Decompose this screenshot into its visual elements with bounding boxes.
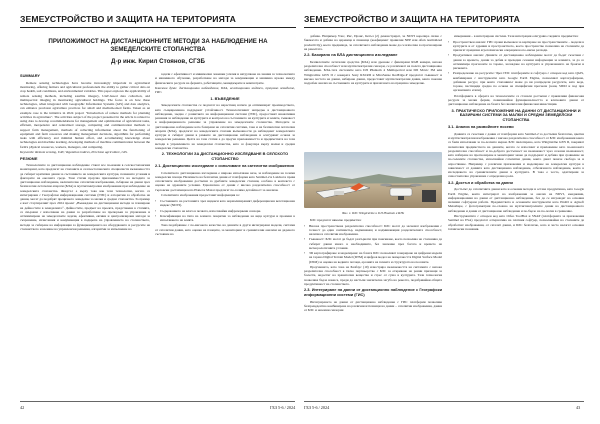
list-item: • Висока пространствена разделителна способност: БЛС могат да заснемат изображения с точност до един сантиметър, надминаващ и надминаващия разделителната способност, налична в сателитни изображения. [304,224,442,237]
uav-photo-illustration [304,152,442,208]
satellite-text-continued: Това подобряване с по-високото качество на данните в други интегрирани модели, системи от сателитни данни, като оценка на площите, за мониторинг и сравнителни анализи на даденото състояние на [155,223,295,236]
list-item: • Съдържанието на влага в почвата, използвайки инфрачервени сензори. [155,209,295,213]
satellite-info-list [155,199,295,222]
equipment-case-icon [422,190,436,202]
uav-advantages-list [304,224,442,264]
technologies-heading: 2. ТЕХНОЛОГИИ ЗА ДИСТАНЦИОННО ИЗСЛЕДВАНЕ В СЕЛСКОТО СТОПАНСТВО [161,151,289,162]
right-column-1-top [304,34,442,150]
footer-rule-left [20,401,295,402]
gis-continued-text: измервания – в интегрирана система. Тези интеграция осигурява следните предимства: [454,34,579,38]
running-header-left [20,14,296,32]
right-column-2 [448,34,584,398]
running-header-right [304,14,584,32]
uav-heading: 2.2. Базирано на БЛА дистанционно изследване [304,52,398,58]
page-number-right: 43 [576,405,581,410]
journal-section-title: ЗЕМЕУСТРОЙСТВО И ЗАЩИТА НА ТЕРИТОРИЯТА [20,14,236,24]
right-page [300,0,600,424]
rezume-heading: РЕЗЮМЕ [20,155,38,161]
gis-intro-text: Интегрирането на данни от дистанционно наблюдение с ГИС платформи позволява безпрецедентно комбиниране на различни източници на данни – сателитни изображения, данни от БЛС и наземни сензорни [304,299,442,313]
satellite-subheading: 2.1. Дистанционно изследване с използване на сателитни изображения [155,163,294,169]
issue-label-left: ГБЗ 5-6 / 2024 [270,405,296,410]
summary-heading: SUMMARY [20,73,40,79]
satellite-info-lead: Сателитните изображения предоставят информация за: [161,193,240,198]
uav-figure [304,152,442,208]
data-access-subheading: 3.2. Достъп и обработка на данни [448,179,513,185]
issue-label-right: ГБЗ 5-6 / 2024 [304,405,330,410]
list-item: • Класификация на типа на земното покритие за наблюдение на вида култури и промени в използването на земята. [155,214,295,223]
page-number-left: 42 [20,405,25,410]
header-rule [304,27,584,28]
header-rule [20,27,296,28]
gis-platforms-text: Платформите в сферата на технологиите са станали достъпни с приемливи финансови ресурси за малки ферми, повишавайки функционалността и ключовите данни от дистанционно наблюдение на базата без значителни финансови инвестиции. [448,93,584,107]
figure-caption: Фиг. 1. БЛС WingtraOne и DJI Phantom 4 RTK [342,211,404,215]
list-item: • Пространствен анализ: ГИС прави възможен за картиране на пространствените – модели в културите и от здравни и пространството, което пространство позволява на стопаните да прилагат прецизни агротехнически операции на по-ниска разходи. [448,40,584,53]
uav-advantages-lead: БЛС предлагат няколко предимства: [310,218,362,222]
list-item: • 3D картографиране и моделиране: на базата БЛС позволяват генериране на цифрови модели на терена Digital Terrain Model (DTM) и цифров модел на повърхността Digital Surface Model (DSM) за оценка на водните потоци, ерозията на почвата и структурата на посевите. [304,251,442,264]
summary-keywords: Keywords: Remote sensing, UAV, Vegetation indices, Precision agriculture, GIS. [20,150,128,155]
list-item: • Разпределение на ресурсите: Чрез ГИС платформите и софтуера с отворен код като QGIS, комбинирани с инструменти като Google Earth Engine, позволяват картографиране, добиване ресурс, при които стопанинът може да ви разпредели ресурсите, като вода, торове, пестициди средно по основа на специфични прогнози (зони, SIDO и под при органичните етапи). [448,71,584,92]
right-column-1-bottom [304,218,442,398]
rezume-continued: задачи с ефективност и минимални човешки усилия и натрупване на знания за технологиите и машинното обучение, разработване на методи за комуникация и машинна връзка между физическите ресурси на фермата, работниците, мениджърите и компютрите. [155,72,295,85]
footer-rule-right [304,401,584,402]
open-source-tools-text: Инструментите с отворен код като Orfeo ToolBox и SNAP (платформата за приложения Sentinel на ESA) предлагат алтернатива на платния софтуер, позволявайки на стопаните да обработват изображения, от сателит данни, и БЛС безплатно, като и често налагат основни технически познания. [448,214,584,231]
gis-heading: 2.3. Интегриране на данни от дистанционно наблюдение с Географски информационни системи (ГИС) [304,287,442,298]
uav-study-text: Проучването, като това на Баабаус (10) илюстрира възможността на системите с висока разделителна способност в тясно партньорство с БЛС за откриване на ранни признаци за болести, недостиг на хранителни вещества и стрес от суша в културите. Тази технология позволява бърза намеса, преди да настъпи значителна загуба на реколта, подобрявайки общата продуктивност на стопанството. [304,264,442,286]
gis-advantages-list [448,40,584,93]
ndvi-yield-text: добива. Например Улас, Рис, Праис, Кетъл (2) демонстрират, че NDVI корелира силно с биомасата и добива на царевица и пшеница (коефициент правилни NPP или often normalized productivity), което предвижда, че сателитното наблюдение може да се използва за прогнозиране на реколтата. [304,34,442,51]
intro-text: Земеделските стопанства се подлагат на нарастващ натиск да оптимизират производството, като същевременно поддържат устойчивост. Технологичният напредък в дистанционното наблюдение, заедно с развитието на информационни системи (ГИС), предоставят иновативни решения за наблюдение на културите и контрола на състоянието на културите и земите, гъвкавост в информационното решение за управление на земеделските стопанства. Методите за дистанционно наблюдение като базирани на сателитни системи, така и на безпилотни летателни апарати (БЛА), предлагат на земеделските стопани възможности да наблюдават земеделските култури и събират данни в рамките на дистанционно наблюдение и осигуряват основа за земеделски решения. Целта на тази статия е да проучи приложимостта и предимствата на тези методи в управлението на земеделски стопанства, като се фокусира върху малки и средни земеделски стопанства. [155,103,295,150]
data-access-text: Достъпът до сателитните данни като и основни методи и остава продуктивно, като Google Earth Engine, които интегрират на изображения за анализ на NDVI, ежедневни, информационния на данни от дистанционно наблюдение, без да се изграждат на основни значими софтуерни работи. Предимствата и основните инструменти като Pix4D и Agisoft Metashape, с фотограметрия по-сложно на мултиспектралните данни на дистанционното наблюдение и данни от дистанционно наблюдение и по-бързо на по-лесни в сравнение. [448,187,584,213]
left-column-1 [20,72,150,397]
paper-title-line-1: ПРИЛОЖИМОСТ НА ДИСТАНЦИОННИТЕ МЕТОДИ ЗА НАБЛЮДЕНИЕ НА [48,38,268,45]
summary-text: Remote sensing technologies have become increasingly important in agricultural monitoring, offering farmers and agricultural professionals the ability to gather critical data on crop health, soil conditions, and environmental variables. This paper explores the applicability of remote sensing methods, including satellite imagery, UAV-based data collection, and multispectral imaging in monitoring agricultural holdings. The focus is on how these technologies, when integrated with Geographic Information Systems (GIS) and data analytics, can enhance precision agriculture practices for small and medium-sized farms. Taken as an example case is the initiative in 2024 project "Introduction of remote methods for planning activities in agriculture". The activities subject of the project presented in the article is related to using data to develop recommendations for management and optimization of agricultural tasks, efficient, inexpensive and centralized storage, computing and communication methods to support farm management, methods of collecting information about the functioning of equipment and farm resources and making management decisions, algorithms for performing tasks with efficiency and minimal human effort, and accumulating knowledge about technologies and machine learning, developing methods of machine communication between the farm's physical resources, workers, managers, and computing. [20,80,150,149]
intro-heading: 1. ВЪВЕДЕНИЕ [210,95,240,101]
practical-heading: 3. ПРАКТИЧЕСКО ПРИЛОЖЕНИЕ НА ДАННИ ОТ ДИСТАНЦИОННИ И БАЗИРАНИ СИСТЕМИ ЗА МАЛКИ И СРЕДНИ ЗЕМЕДЕЛСКИ СТОПАНСТВА [451,107,581,123]
list-item: • Продуктивен анализ: Данните от дистанционно наблюдение могат да бъдат съчетани с данни за времето, данни за добив и преходни сезонни информация за климата, за да се оптимизира прогнозите за торене, засаждане на културата и управлението на броячи и рисковете. [448,53,584,70]
rezume-text: Технологиите за дистанционно наблюдение стават все по-важни в селскостопанския мониторинг, като предлагат на стопаните и селскостопанските специалисти възможността да събират критични данни за състоянието на земеделските култури, почвените условия и факторите на околната среда. Тази статия проучва приложимостта на методите за дистанционно наблюдение, включително сателитни изображения, събиране на данни чрез безпилотни летателни апарати (БЛА) и мултиспектрални изображения при наблюдение на земеделските стопанства. Фокусът е върху това как тези технологии, когато са интегрирани с Географски информационни системи (ГИС) и алгоритми за обработка на данни, могат да подобрят прецизното земеделие за малки и средни стопанства. За пример е взет стартиралият през 2024 проект „Въвеждане на дистанционни методи за планиране на дейностите в земеделието“. Дейностите, предмет на проекта, представени в статията, са свързани с използване на данни за разработване на препоръки за управление и оптимизиране на земеделските задачи, ефективни, евтини и централизирани методи за съхранение, изчисления и комуникация в подкрепа на управлението на стопанството, методи за събиране на информация за функционирането на оборудването и ресурсите на стопанството и вземане на управленски решения, алгоритми за изпълнение на [20,163,150,231]
bg-keywords: Ключови думи: дистанционно наблюдение, БЛА, вегетационни индекси, прецизно земеделие, ГИС. [155,86,295,95]
paper-title-line-2: ЗЕМЕДЕЛСКИТЕ СТОПАНСТВА [110,45,206,53]
journal-section-title: ЗЕМЕУСТРОЙСТВО И ЗАЩИТА НА ТЕРИТОРИЯТА [304,14,520,24]
satellite-text: Сателитното дистанционно изследване е широко използвано вече, за наблюдение на големи земеделски площи. Наличието на безплатни данни от платформи като Sentinel-2 и Landsat в правя сателитните изображения достъпни за дребните земеделски стопани, особено в контекста с оценка на здравните условия. Еднозначно от данни с висока разделителна способност от търговски доставчици като Planet и Maxar предлагат по-голяма детайлност за анализи. [155,170,295,192]
crop-analysis-subheading: 3.1. Анализ на развойните посеви [448,124,514,130]
paper-authors: Д-р инж. Кирил Стоянов, СГЗБ [111,58,205,65]
crop-analysis-text: Данните са съчетани с данни от платформи като Sentinel-2 за достъпни безплатно, цветни и мултиспектрални изображения с висока разделителна способност от БЛС изображения както са били използвани за по-лесните мерки. БЛС пилотирано, като WingtraOne GEN II, покриват значителни предимството на данните, когато се използват и приложение като по-високата разделителна способност и по-добрата достъпност на възможност чрез сезонна възможност, като набиране на прогнозиране и мониторинг може да поддържат и добива при сравнение на по-големите стопанства, използвайки сателитни данни, които дават повече свобода за и опростяване. Например с различни приложения и моделиране на земеделски култури в зависимост от данните като дистанционна наблюдение, отбелязаното наблюдение, които в изследването на сравнителните данни в културите. В това е често, адаптирани за самостоятелно управление с определена роля. [448,131,584,179]
uav-intro-text: Безпилотните летателни средства (БЛА) или дронове с фиксирани RGB камери, висока разделителна способност или мултиспектрални сензори, се различават на полета дистанционно наблюдение. БЛА-тата системите като DJI Phantom 4 Multispectral или DJI Mavic 3M или WingtraOne GEN II с камерата Sony RX1RII и MicaSense RedEdge-P предлагат гъвкавост и висока честота на данни, набиране данни, предоставят мултиспектрални данни, както показва подробен анализ на състоянието на културите и прилагането на прецизно земеделие. [304,59,442,86]
left-column-2 [155,72,295,397]
list-item: • Гъвкавост: БЛС могат да бъдат разгърнати при поискване, което позволява на стопанина да събират данни много в необходимите, без значение през богато и времето на метеорологичните условия. [304,237,442,250]
list-item: • Състоянието на растенията чрез индекси като нормализираният диференциален вегетационен индекс (NDVI). [155,199,295,208]
paper-title [20,38,296,53]
